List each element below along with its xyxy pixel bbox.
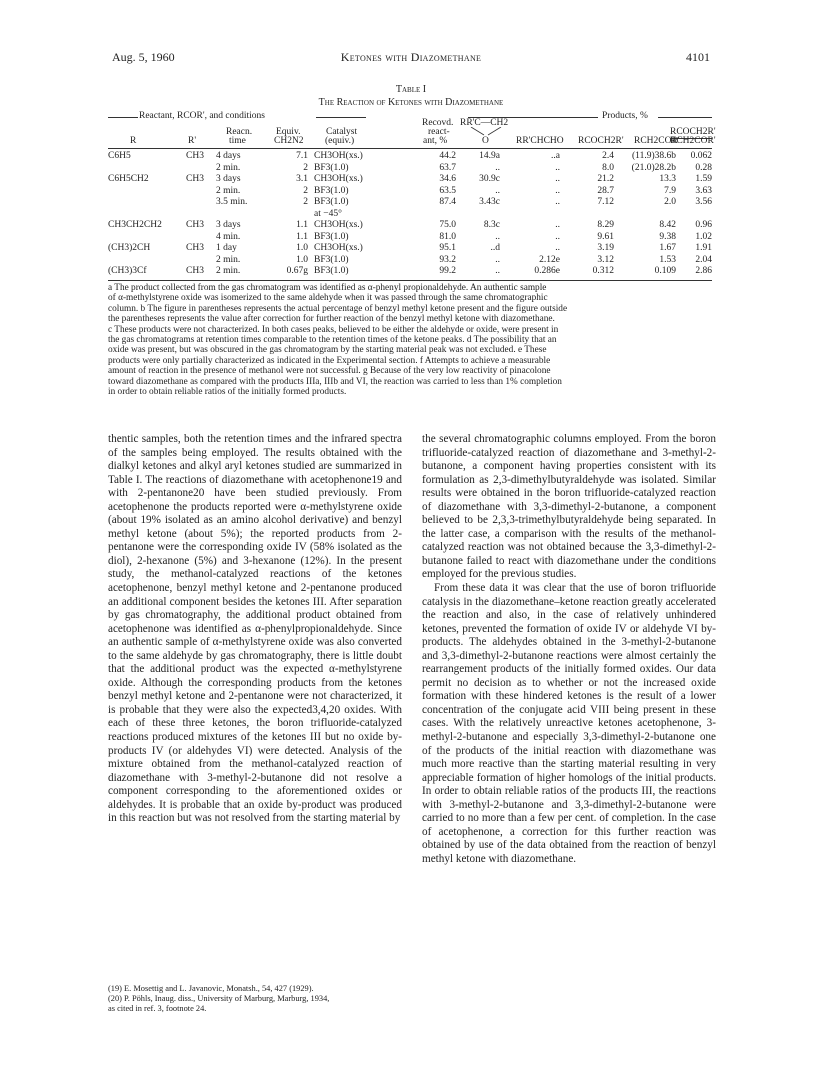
- table-cell-h1: 8.0: [602, 162, 614, 173]
- table-footnote: of α-methylstyrene oxide was isomerized to the same aldehyde when it was passed through the same chromatographic: [108, 293, 548, 304]
- table-footnote: amount of reaction in the presence of methanol were not successful. g Because of the very low reactivity of pinacolone: [108, 366, 551, 377]
- col-equiv: Equiv.: [276, 127, 301, 137]
- table-cell-h2: 13.3: [659, 174, 676, 184]
- table-cell-cat: CH3OH(xs.): [314, 174, 363, 184]
- table-cell-rec: 34.6: [439, 174, 456, 184]
- table-cell-ratio: 0.28: [695, 162, 712, 173]
- paragraph: the several chromatographic columns employed. From the boron trifluoride-catalyzed reaction of diazomethane and 3-methyl-2-butanone, a component having properties consistent with its formulation as 2,3-dimethylbutyraldehyde was isolated. Similar results were obtained in the boron trifluoride-catalyzed reaction of diazomethane with 3,3-dimethyl-2-butanone, a component believed to be 2,3,3-trimethylbutyraldehyde being separated. In the latter case, a comparison with the results of the methanol-catalyzed reaction was not obtained because the 3,3-dimethyl-2-butanone failed to react with diazomethane under the conditions employed for the previous studies.: [422, 433, 716, 581]
- col-catalyst: Catalyst: [326, 127, 358, 137]
- table-footnote: oxide was present, but was obscured in the gas chromatogram by the starting material peak was not excluded. e These: [108, 345, 547, 356]
- col-rprime: R': [188, 136, 197, 146]
- table-cell-oxide: ..: [495, 162, 500, 173]
- table-cell-h2: 1.67: [659, 243, 676, 253]
- table-footnote: products were only partially characterized as indicated in the Experimental section. f Attempts to achieve a measurable: [108, 355, 551, 366]
- table-cell-ratio: 1.91: [695, 243, 712, 253]
- table-footnote: column. b The figure in parentheses represents the actual percentage of benzyl methyl ketone present and the figure outside: [108, 303, 568, 314]
- table-cell-R: C6H5CH2: [108, 174, 149, 184]
- table-cell-h2: 0.109: [654, 266, 676, 276]
- table-cell-equiv: 2: [303, 162, 308, 173]
- table-cell-R: (CH3)3Cf: [108, 266, 147, 276]
- table-cell-equiv: 1.0: [296, 254, 308, 265]
- col-recovered: Recovd.: [422, 118, 454, 128]
- col-homolog-2: RCH2COR': [634, 136, 680, 146]
- col-homolog-1: RCOCH2R': [578, 136, 624, 146]
- table-cell-rec: 63.7: [439, 162, 456, 173]
- header-rule: [108, 148, 712, 149]
- col-recovered-2: react-: [428, 127, 450, 137]
- table-cell-oxide: 14.9a: [479, 151, 500, 161]
- table-cell-h2: 8.42: [659, 220, 676, 230]
- table-cell-rec: 63.5: [439, 185, 456, 196]
- table-cell-ratio: 0.96: [695, 220, 712, 230]
- table-cell-h1: 9.61: [597, 231, 614, 242]
- table-cell-Rp: CH3: [186, 220, 204, 230]
- table-cell-ratio: 1.59: [695, 174, 712, 184]
- col-recovered-3: ant, %: [423, 136, 448, 146]
- table-cell-cat: BF3(1.0): [314, 254, 349, 265]
- table-footnote: c These products were not characterized. In both cases peaks, believed to be either the aldehyde or oxide, were present in: [108, 324, 559, 335]
- table-cell-time: 3 days: [216, 174, 241, 184]
- table-cell-equiv: 1.0: [296, 243, 308, 253]
- table-cell-oxide: 8.3c: [483, 220, 500, 230]
- table-cell-ratio: 1.02: [695, 231, 712, 242]
- table-cell-cat: BF3(1.0): [314, 162, 349, 173]
- table-footnote: a The product collected from the gas chromatogram was identified as α-phenyl propionaldehyde. An authentic sample: [108, 283, 547, 293]
- col-ratio-top: RCOCH2R': [670, 127, 716, 137]
- table-cell-equiv: 3.1: [296, 174, 308, 184]
- header-title: Ketones with Diazomethane: [340, 50, 482, 64]
- table-cell-ratio: 3.56: [695, 197, 712, 207]
- table-cell-rec: 75.0: [439, 220, 456, 230]
- table-cell-h2: 7.9: [664, 185, 676, 196]
- table-cell-R: (CH3)2CH: [108, 243, 151, 253]
- table-cell-rec: 99.2: [439, 266, 456, 276]
- table-cell-rec: 95.1: [439, 243, 456, 253]
- table-cell-rec: 93.2: [439, 254, 456, 265]
- table-cell-oxide: 3.43c: [479, 197, 500, 207]
- table-cell-cat: BF3(1.0): [314, 185, 349, 196]
- table-cell-ratio: 2.04: [695, 254, 712, 265]
- table-cell-ald: ..: [555, 231, 560, 242]
- table-cell-time: 3 days: [216, 220, 241, 230]
- reactant-group-header: Reactant, RCOR', and conditions: [139, 111, 265, 121]
- table-title: The Reaction of Ketones with Diazomethane: [318, 97, 504, 108]
- table-footnote: in order to obtain reliable ratios of the initially formed products.: [108, 387, 347, 397]
- references: [108, 984, 406, 1014]
- table-cell-equiv: 0.67g: [286, 266, 308, 276]
- table-cell-Rp: CH3: [186, 151, 204, 161]
- table-cell-h2: 2.0: [664, 197, 676, 207]
- reference: (19) E. Mosettig and L. Javanovic, Monatsh., 54, 427 (1929).: [108, 984, 314, 993]
- table-cell-equiv: 2: [303, 197, 308, 207]
- body-column-right: [422, 433, 716, 867]
- header-date: Aug. 5, 1960: [112, 50, 175, 64]
- table-cell-h1: 0.312: [592, 266, 614, 276]
- table-cell-ratio: 0.062: [690, 151, 712, 161]
- running-header: [112, 50, 710, 66]
- table-cell-oxide: ..: [495, 185, 500, 196]
- table-cell-cat: at −45°: [314, 208, 342, 219]
- table-cell-Rp: CH3: [186, 243, 204, 253]
- table-cell-h2: 9.38: [659, 231, 676, 242]
- reference: as cited in ref. 3, footnote 24.: [108, 1004, 207, 1013]
- products-group-header: Products, %: [602, 111, 648, 121]
- col-catalyst-2: (equiv.): [325, 136, 355, 146]
- table-cell-h1: 21.2: [597, 174, 614, 184]
- table-cell-equiv: 7.1: [296, 151, 308, 161]
- table-cell-ald: 0.286e: [534, 266, 560, 276]
- table-cell-ald: ..: [555, 162, 560, 173]
- table-cell-oxide: ..: [495, 231, 500, 242]
- rule: [316, 117, 366, 118]
- col-ratio-bot: RCH2COR': [670, 136, 716, 146]
- table-cell-ald: 2.12e: [539, 254, 560, 265]
- table-cell-equiv: 1.1: [296, 220, 308, 230]
- table-footnote: the gas chromatograms at retention times comparable to the retention times of the ketone peaks. d The possibility that an: [108, 335, 557, 345]
- table-cell-time: 4 days: [216, 151, 241, 161]
- paragraph: From these data it was clear that the use of boron trifluoride catalysis in the diazomethane–ketone reaction greatly accelerated the reaction and also, in the case of relatively unhindered ketones, prevented the formation of oxide IV or aldehyde VI by-products. The aldehydes obtained in the 3-methyl-2-butanone and 3,3-dimethyl-2-butanone reactions were almost certainly the rearrangement products of the initially formed oxides. Our data permit no decision as to whether or not the increased oxide formation with these hindered ketones is the result of a lower concentration of the conjugate acid VIII being present in these cases. With the relatively unreactive ketones acetophenone, 3-methyl-2-butanone and especially 3,3-dimethyl-2-butanone one of the products of the initial reaction with diazomethane was much more reactive than the starting material resulting in very appreciable formation of higher homologs of the initial products. In order to obtain reliable ratios of the products III, the reactions with 3-methyl-2-butanone and 3,3-dimethyl-2-butanone were carried to no more than a few per cent. of completion. In the case of acetophenone, a correction for this further reaction was obtained by use of the data obtained from the reaction of benzyl methyl ketone with diazomethane.: [422, 582, 716, 865]
- col-oxide-o: O: [482, 136, 489, 146]
- table-cell-R: C6H5: [108, 151, 131, 161]
- table-cell-time: 1 day: [216, 243, 237, 253]
- body-column-left: [108, 433, 402, 826]
- table-cell-time: 2 min.: [216, 254, 241, 265]
- table-cell-oxide: 30.9c: [479, 174, 500, 184]
- table-cell-ald: ..: [555, 185, 560, 196]
- table-cell-h1: 2.4: [602, 151, 614, 161]
- table-cell-ald: ..: [555, 220, 560, 230]
- table-cell-time: 4 min.: [216, 231, 241, 242]
- table-cell-oxide: ..: [495, 266, 500, 276]
- table-footnote: the parentheses represents the value after correction for further reaction of the benzyl methyl ketone with diazomethane.: [108, 314, 555, 325]
- col-time: Reacn.: [226, 127, 253, 137]
- table-cell-oxide: ..: [495, 254, 500, 265]
- col-equiv-2: CH2N2: [274, 136, 304, 146]
- col-aldehyde: RR'CHCHO: [516, 136, 564, 146]
- table-cell-cat: BF3(1.0): [314, 197, 349, 207]
- bottom-rule: [108, 280, 712, 281]
- table-cell-ald: ..: [555, 243, 560, 253]
- table-footnote: toward diazomethane as compared with the products IIIa, IIIb and VI, the reaction was carried to less than 1% completion: [108, 376, 562, 387]
- reference: (20) P. Pöhls, Inaug. diss., University of Marburg, Marburg, 1934,: [108, 994, 330, 1003]
- table-cell-Rp: CH3: [186, 266, 204, 276]
- paragraph: thentic samples, both the retention times and the infrared spectra of the samples being employed. The results obtained with the dialkyl ketones and alkyl aryl ketones studied are summarized in Table I. The reactions of diazomethane with acetophenone19 and with 2-pentanone20 have been studied previously. From acetophenone the products reported were α-methylstyrene oxide (about 19% isolated as an amino alcohol derivative) and benzyl methyl ketone (about 5%); the reported products from 2-pentanone were the corresponding oxide IV (58% isolated as the diol), 2-hexanone (5%) and 3-hexanone (12%). In the present study, the methanol-catalyzed reactions of the ketones acetophenone, benzyl methyl ketone and 2-pentanone produced an additional component besides the ketones III. After separation by gas chromatography, the additional product obtained from acetophenone was identified as α-phenylpropionaldehyde. Since an authentic sample of α-methylstyrene oxide was also converted to the same aldehyde by gas chromatography, there is little doubt that the additional product was the expected α-methylstyrene oxide. Although the corresponding products from the ketones benzyl methyl ketone and 2-pentanone were not characterized, it is probable that they were also the expected3,4,20 oxides. With each of these three ketones, the boron trifluoride-catalyzed reactions produced mixtures of the ketones III but no oxide by-products IV (or aldehydes VI) were detected. Analysis of the mixture obtained from the methanol-catalyzed reaction of diazomethane with 3-methyl-2-butanone did not resolve a component corresponding to the aforementioned oxides or aldehydes. It is probable that an oxide by-product was produced in this reaction but was not resolved from the starting material by: [108, 433, 402, 825]
- table-cell-cat: CH3OH(xs.): [314, 243, 363, 253]
- col-oxide: RR'C—CH2: [460, 118, 509, 128]
- table-cell-equiv: 1.1: [296, 231, 308, 242]
- col-time-2: time: [229, 136, 246, 146]
- table-cell-h1: 3.12: [597, 254, 614, 265]
- table-label: Table I: [395, 84, 427, 95]
- table-cell-cat: CH3OH(xs.): [314, 151, 363, 161]
- table-cell-rec: 87.4: [439, 197, 456, 207]
- table-cell-R: CH3CH2CH2: [108, 220, 162, 230]
- table-cell-h2: (11.9)38.6b: [632, 151, 676, 161]
- table-cell-ratio: 3.63: [695, 185, 712, 196]
- table-cell-time: 2 min.: [216, 185, 241, 196]
- table-cell-time: 2 min.: [216, 162, 241, 173]
- table-cell-h1: 8.29: [597, 220, 614, 230]
- table-cell-h1: 7.12: [597, 197, 614, 207]
- table-cell-time: 3.5 min.: [216, 197, 248, 207]
- table-cell-rec: 44.2: [439, 151, 456, 161]
- table-cell-ald: ..: [555, 197, 560, 207]
- table-cell-ratio: 2.86: [695, 266, 712, 276]
- table-cell-h2: (21.0)28.2b: [631, 162, 676, 173]
- rule: [108, 117, 138, 118]
- table-cell-h1: 3.19: [597, 243, 614, 253]
- rule: [658, 117, 712, 118]
- table-cell-h1: 28.7: [597, 185, 614, 196]
- table-cell-time: 2 min.: [216, 266, 241, 276]
- table-cell-cat: BF3(1.0): [314, 266, 349, 276]
- col-r: R: [130, 136, 137, 146]
- table-cell-h2: 1.53: [659, 254, 676, 265]
- page-number: 4101: [686, 50, 710, 64]
- table-cell-equiv: 2: [303, 185, 308, 196]
- table-cell-cat: CH3OH(xs.): [314, 220, 363, 230]
- table-cell-ald: ..a: [551, 151, 560, 161]
- table-cell-rec: 81.0: [439, 231, 456, 242]
- table-cell-oxide: ..d: [490, 243, 500, 253]
- table-cell-Rp: CH3: [186, 174, 204, 184]
- table-cell-cat: BF3(1.0): [314, 231, 349, 242]
- table-cell-ald: ..: [555, 174, 560, 184]
